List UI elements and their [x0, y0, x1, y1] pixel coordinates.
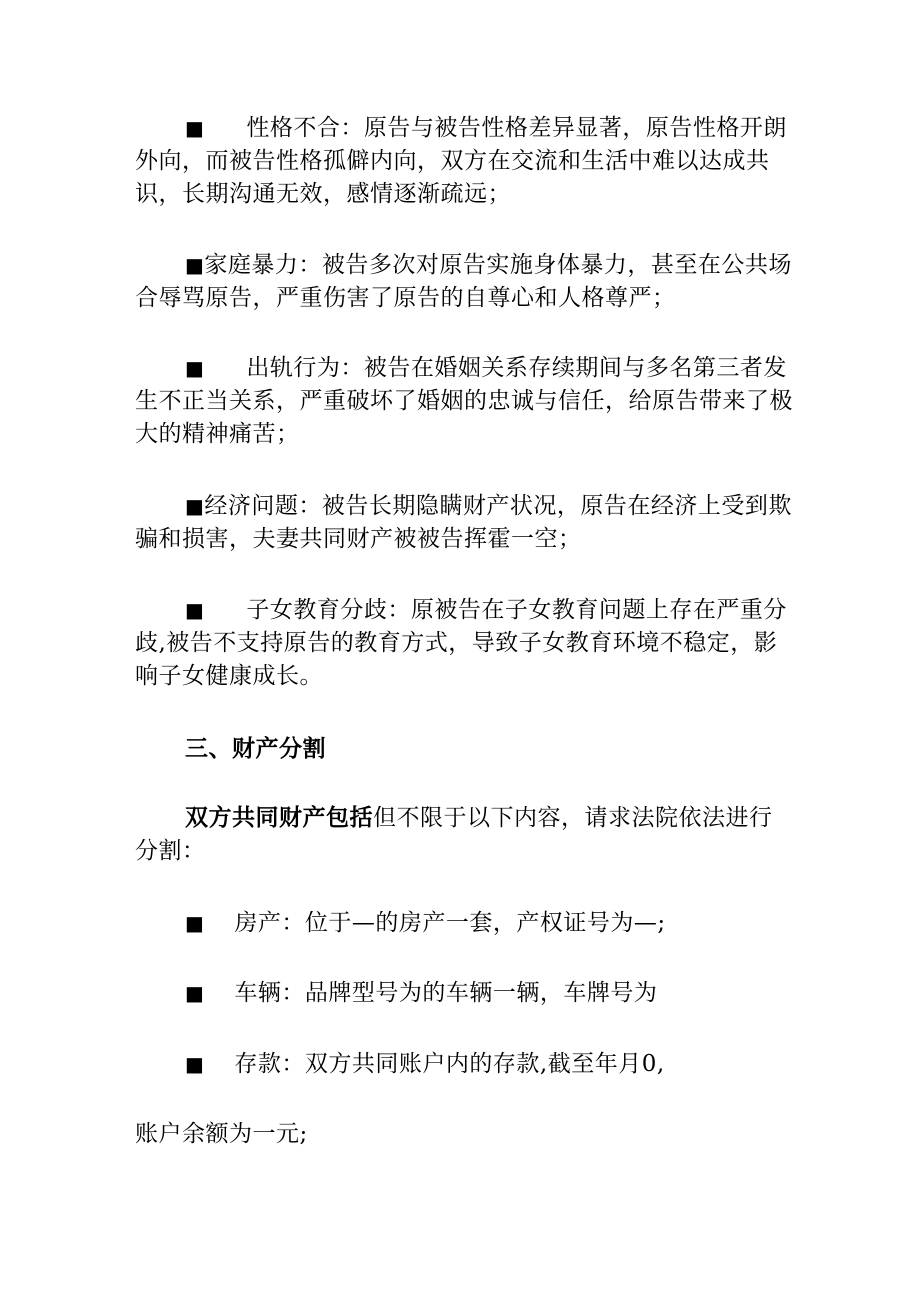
- paragraph-text: 被告多次对原告实施身体暴力，甚至在公共场合辱骂原告，严重伤害了原告的自尊心和人格尊严；: [135, 252, 792, 311]
- paragraph-domestic-violence: [135, 249, 795, 315]
- item-text: 品牌型号为的车辆一辆，车牌号为: [304, 980, 658, 1006]
- item-label: 存款：: [234, 1051, 305, 1077]
- property-item-deposit: [135, 1048, 795, 1081]
- property-item-house: [135, 907, 795, 940]
- deposit-continuation: 账户余额为一元;: [135, 1121, 308, 1147]
- paragraph-personality: [135, 112, 795, 211]
- item-text: 双方共同账户内的存款,截至年月0,: [304, 1051, 665, 1077]
- paragraph-text: 原被告在子女教育问题上存在严重分歧,被告不支持原告的教育方式，导致子女教育环境不稳定，影响子女健康成长。: [135, 597, 787, 689]
- property-item-vehicle: [135, 977, 795, 1010]
- paragraph-text: 被告在婚姻关系存续期间与多名第三者发生不正当关系，严重破坏了婚姻的忠诚与信任，给原告带来了极大的精神痛苦；: [135, 355, 793, 447]
- property-intro: [135, 801, 795, 868]
- bullet-square-icon: ■: [185, 494, 205, 518]
- paragraph-infidelity: [135, 352, 795, 451]
- paragraph-label: 出轨行为：: [246, 355, 364, 381]
- paragraph-label: 子女教育分歧：: [246, 597, 411, 623]
- paragraph-child-education: [135, 594, 795, 693]
- intro-rest: 但不限于以下内容，请求法院依法进行分割：: [135, 805, 773, 864]
- item-label: 车辆：: [234, 980, 305, 1006]
- bullet-square-icon: ■: [185, 1052, 205, 1076]
- item-label: 房产：: [234, 910, 305, 936]
- intro-bold: 双方共同财产包括: [185, 804, 373, 831]
- bullet-square-icon: ■: [185, 981, 205, 1005]
- bullet-square-icon: ■: [185, 356, 205, 380]
- item-text: 位于—的房产一套，产权证号为—;: [304, 910, 666, 936]
- paragraph-label: 经济问题：: [204, 493, 322, 519]
- paragraph-text: 被告长期隐瞒财产状况，原告在经济上受到欺骗和损害，夫妻共同财产被被告挥霍一空；: [135, 493, 792, 552]
- paragraph-economic: [135, 490, 795, 556]
- bullet-square-icon: ■: [185, 116, 205, 140]
- bullet-square-icon: ■: [185, 253, 205, 277]
- paragraph-label: 家庭暴力：: [204, 252, 322, 278]
- bullet-square-icon: ■: [185, 911, 205, 935]
- paragraph-label: 性格不合：: [246, 115, 364, 141]
- bullet-square-icon: ■: [185, 598, 205, 622]
- section-heading: 三、财产分割: [185, 735, 326, 762]
- paragraph-text: 原告与被告性格差异显著，原告性格开朗外向，而被告性格孤僻内向，双方在交流和生活中难以达成共识，长期沟通无效，感情逐渐疏远；: [135, 115, 787, 207]
